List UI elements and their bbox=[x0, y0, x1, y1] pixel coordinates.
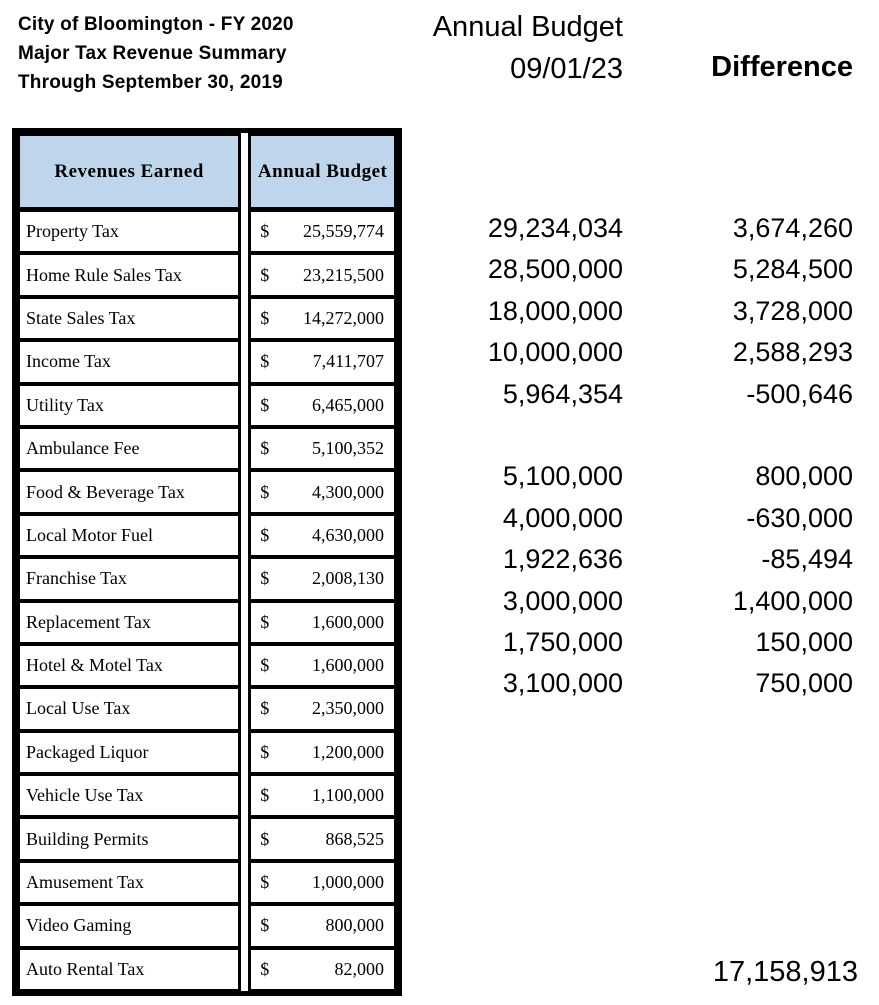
difference-value: 2,588,293 bbox=[732, 337, 853, 368]
budget-0901-value bbox=[420, 912, 623, 953]
budget-0901-value: 4,000,000 bbox=[502, 502, 623, 533]
budget-0901-value bbox=[420, 787, 623, 828]
budget-0901-value bbox=[420, 705, 623, 746]
difference-value: 3,728,000 bbox=[732, 295, 853, 326]
revenue-name-cell: Ambulance Fee bbox=[17, 427, 241, 470]
table-row bbox=[17, 644, 397, 687]
revenue-name-cell: Auto Rental Tax bbox=[17, 948, 241, 991]
budget-0901-value bbox=[420, 746, 623, 787]
annual-budget-header-date: 09/01/23 bbox=[510, 53, 623, 85]
title-line-3: Through September 30, 2019 bbox=[18, 72, 283, 93]
table-row bbox=[17, 210, 397, 253]
revenue-name-cell: Vehicle Use Tax bbox=[17, 774, 241, 817]
budget-amount: 6,465,000 bbox=[312, 394, 384, 415]
budget-0901-value: 1,922,636 bbox=[502, 544, 623, 575]
difference-value: 800,000 bbox=[755, 461, 853, 492]
currency-symbol: $ bbox=[260, 958, 270, 979]
annual-budget-cell bbox=[248, 861, 397, 904]
revenue-name-cell: Video Gaming bbox=[17, 904, 241, 947]
currency-symbol: $ bbox=[260, 438, 270, 459]
annual-budget-cell bbox=[248, 384, 397, 427]
revenue-name-cell: State Sales Tax bbox=[17, 297, 241, 340]
budget-amount: 5,100,352 bbox=[312, 438, 384, 459]
revenue-name-cell: Home Rule Sales Tax bbox=[17, 253, 241, 296]
currency-symbol: $ bbox=[260, 828, 270, 849]
table-row bbox=[17, 253, 397, 296]
table-row bbox=[17, 731, 397, 774]
annual-budget-0901-column bbox=[420, 208, 623, 953]
budget-0901-value: 3,000,000 bbox=[502, 585, 623, 616]
budget-amount: 7,411,707 bbox=[312, 351, 384, 372]
currency-symbol: $ bbox=[260, 307, 270, 328]
annual-budget-0901-header bbox=[380, 6, 623, 90]
budget-0901-value: 29,234,034 bbox=[487, 213, 623, 243]
budget-amount: 25,559,774 bbox=[303, 221, 384, 242]
col-header-revenues-earned: Revenues Earned bbox=[17, 133, 241, 210]
annual-budget-cell bbox=[248, 340, 397, 383]
difference-value: 750,000 bbox=[755, 668, 853, 699]
budget-amount: 14,272,000 bbox=[303, 307, 384, 328]
currency-symbol: $ bbox=[260, 524, 270, 545]
budget-amount: 4,300,000 bbox=[312, 481, 384, 502]
currency-symbol: $ bbox=[260, 655, 270, 676]
difference-value bbox=[650, 870, 853, 911]
budget-0901-value: 10,000,000 bbox=[487, 337, 623, 368]
difference-value bbox=[650, 787, 853, 828]
difference-value: 5,284,500 bbox=[732, 254, 853, 285]
revenue-name-cell: Local Motor Fuel bbox=[17, 514, 241, 557]
difference-value bbox=[650, 415, 853, 456]
table-row bbox=[17, 817, 397, 860]
table-row bbox=[17, 601, 397, 644]
difference-value: 3,674,260 bbox=[732, 213, 853, 243]
currency-symbol: $ bbox=[260, 611, 270, 632]
revenue-name-cell: Franchise Tax bbox=[17, 557, 241, 600]
difference-value: -500,646 bbox=[746, 378, 853, 409]
budget-amount: 1,100,000 bbox=[312, 785, 384, 806]
currency-symbol: $ bbox=[260, 481, 270, 502]
table-row bbox=[17, 774, 397, 817]
budget-amount: 1,000,000 bbox=[312, 872, 384, 893]
table-row bbox=[17, 861, 397, 904]
budget-amount: 2,008,130 bbox=[312, 568, 384, 589]
annual-budget-cell bbox=[248, 253, 397, 296]
difference-value: 150,000 bbox=[755, 626, 853, 657]
table-row bbox=[17, 557, 397, 600]
table-row bbox=[17, 470, 397, 513]
currency-symbol: $ bbox=[260, 785, 270, 806]
budget-0901-value: 3,100,000 bbox=[502, 668, 623, 699]
table-row bbox=[17, 340, 397, 383]
budget-0901-value: 18,000,000 bbox=[487, 295, 623, 326]
currency-symbol: $ bbox=[260, 872, 270, 893]
budget-amount: 82,000 bbox=[334, 958, 384, 979]
budget-0901-value: 1,750,000 bbox=[502, 626, 623, 657]
budget-0901-value: 5,100,000 bbox=[502, 461, 623, 492]
currency-symbol: $ bbox=[260, 741, 270, 762]
currency-symbol: $ bbox=[260, 915, 270, 936]
table-row bbox=[17, 427, 397, 470]
revenue-name-cell: Amusement Tax bbox=[17, 861, 241, 904]
revenue-name-cell: Income Tax bbox=[17, 340, 241, 383]
revenue-name-cell: Packaged Liquor bbox=[17, 731, 241, 774]
currency-symbol: $ bbox=[260, 264, 270, 285]
revenue-name-cell: Local Use Tax bbox=[17, 687, 241, 730]
revenue-table-frame bbox=[12, 128, 402, 996]
annual-budget-cell bbox=[248, 644, 397, 687]
table-row bbox=[17, 687, 397, 730]
table-row bbox=[17, 514, 397, 557]
difference-value bbox=[650, 746, 853, 787]
budget-0901-value: 28,500,000 bbox=[487, 254, 623, 285]
difference-value bbox=[650, 705, 853, 746]
revenue-name-cell: Hotel & Motel Tax bbox=[17, 644, 241, 687]
budget-amount: 4,630,000 bbox=[312, 524, 384, 545]
budget-amount: 1,600,000 bbox=[312, 611, 384, 632]
budget-amount: 800,000 bbox=[325, 915, 384, 936]
budget-0901-value: 5,964,354 bbox=[502, 378, 623, 409]
table-row bbox=[17, 948, 397, 991]
revenue-name-cell: Property Tax bbox=[17, 210, 241, 253]
annual-budget-cell bbox=[248, 904, 397, 947]
title-line-2: Major Tax Revenue Summary bbox=[18, 43, 287, 64]
annual-budget-cell bbox=[248, 817, 397, 860]
difference-value: -85,494 bbox=[761, 544, 853, 575]
budget-amount: 1,600,000 bbox=[312, 655, 384, 676]
annual-budget-cell bbox=[248, 514, 397, 557]
table-body bbox=[17, 210, 397, 991]
budget-0901-value bbox=[420, 870, 623, 911]
budget-amount: 868,525 bbox=[325, 828, 384, 849]
annual-budget-cell bbox=[248, 774, 397, 817]
annual-budget-header-label: Annual Budget bbox=[432, 11, 623, 43]
budget-amount: 2,350,000 bbox=[312, 698, 384, 719]
revenue-table bbox=[12, 133, 402, 991]
currency-symbol: $ bbox=[260, 394, 270, 415]
annual-budget-cell bbox=[248, 948, 397, 991]
col-header-annual-budget: Annual Budget bbox=[248, 133, 397, 210]
currency-symbol: $ bbox=[260, 698, 270, 719]
table-row bbox=[17, 904, 397, 947]
annual-budget-cell bbox=[248, 427, 397, 470]
revenue-name-cell: Building Permits bbox=[17, 817, 241, 860]
table-header-row bbox=[17, 133, 397, 210]
difference-value bbox=[650, 912, 853, 953]
annual-budget-cell bbox=[248, 210, 397, 253]
annual-budget-cell bbox=[248, 297, 397, 340]
table-row bbox=[17, 297, 397, 340]
revenue-name-cell: Replacement Tax bbox=[17, 601, 241, 644]
annual-budget-cell bbox=[248, 470, 397, 513]
table-row bbox=[17, 384, 397, 427]
annual-budget-cell bbox=[248, 601, 397, 644]
budget-0901-value bbox=[420, 829, 623, 870]
currency-symbol: $ bbox=[260, 568, 270, 589]
difference-header: Difference bbox=[711, 51, 853, 83]
difference-total: 17,158,913 bbox=[712, 956, 858, 988]
difference-value: 1,400,000 bbox=[732, 585, 853, 616]
annual-budget-cell bbox=[248, 687, 397, 730]
currency-symbol: $ bbox=[260, 351, 270, 372]
budget-amount: 23,215,500 bbox=[303, 264, 384, 285]
currency-symbol: $ bbox=[260, 221, 270, 242]
annual-budget-cell bbox=[248, 731, 397, 774]
budget-amount: 1,200,000 bbox=[312, 741, 384, 762]
revenue-name-cell: Food & Beverage Tax bbox=[17, 470, 241, 513]
title-line-1: City of Bloomington - FY 2020 bbox=[18, 14, 294, 35]
difference-value: -630,000 bbox=[746, 502, 853, 533]
document-title bbox=[18, 10, 294, 97]
budget-0901-value bbox=[420, 415, 623, 456]
difference-value bbox=[650, 829, 853, 870]
difference-column bbox=[650, 208, 853, 953]
revenue-name-cell: Utility Tax bbox=[17, 384, 241, 427]
annual-budget-cell bbox=[248, 557, 397, 600]
